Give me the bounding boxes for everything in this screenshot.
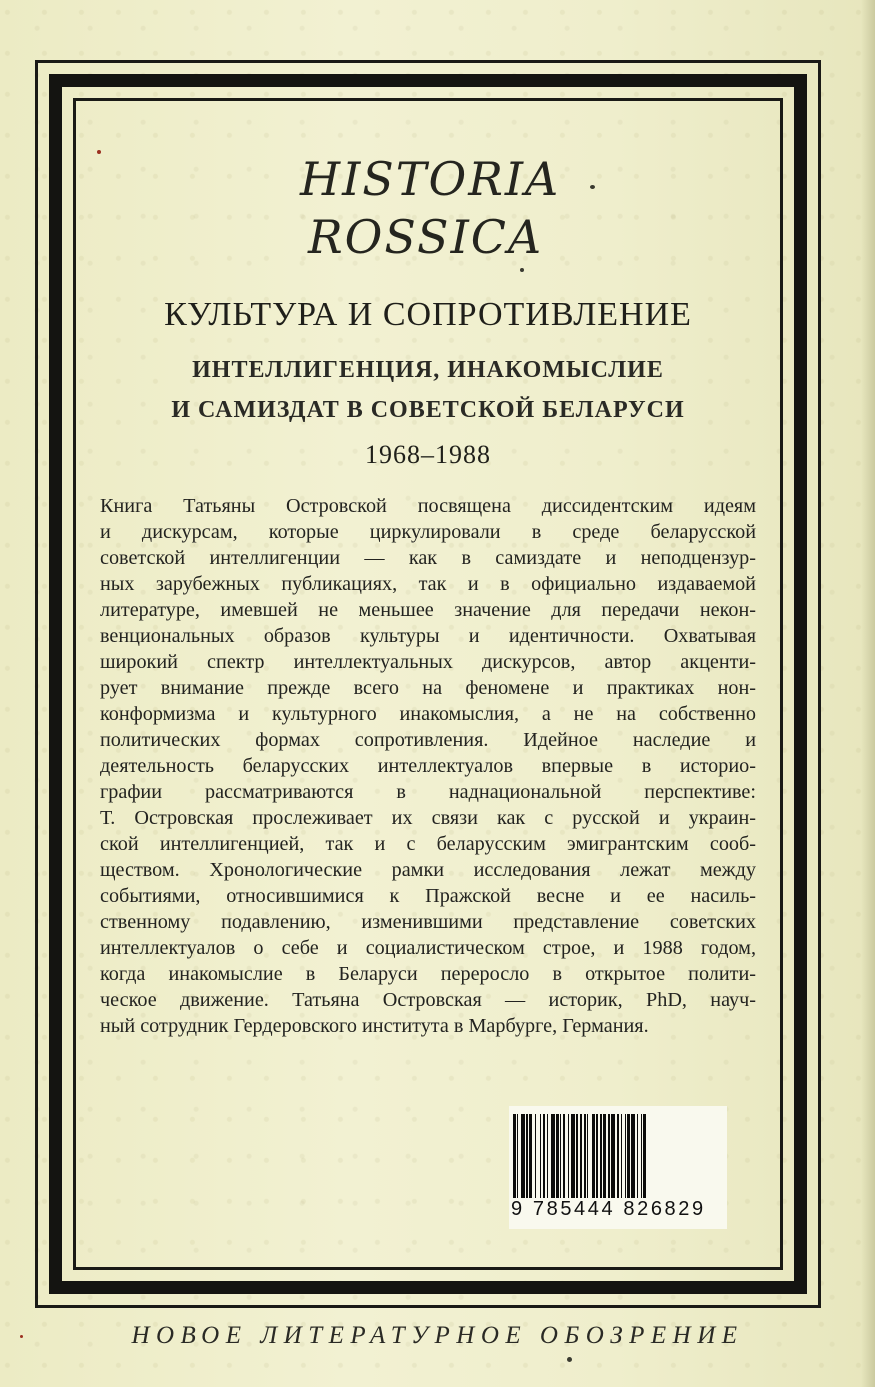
annotation-line: ственному подавлению, изменившими представление советских [100,911,756,933]
paper-speck [567,1357,572,1362]
book-years: 1968–1988 [365,440,491,469]
annotation-line: когда инакомыслие в Беларуси переросло в открытое полити- [100,963,756,985]
annotation-line: интеллектуалов о себе и социалистическом строе, и 1988 годом, [100,937,756,959]
barcode-bar [563,1114,566,1198]
barcode-bar [584,1114,585,1198]
barcode-bar [643,1114,646,1198]
barcode-bar [543,1114,546,1198]
barcode-bar [571,1114,575,1198]
paper-speck [97,150,101,154]
annotation-line: ской интеллигенцией, так и с беларусским эмигрантским сооб- [100,833,756,855]
annotation-line: конформизма и культурного инакомыслия, а не на собственно [100,703,756,725]
barcode-bar [625,1114,626,1198]
isbn-number: 9 785444 826829 [511,1198,706,1220]
barcode-bar [568,1114,569,1198]
annotation-text [100,493,756,1039]
annotation-line: венциональных образов культуры и идентичности. Охватывая [100,625,756,647]
barcode-bar [540,1114,541,1198]
barcode-bar [535,1114,536,1198]
barcode-bar [521,1114,525,1198]
annotation-line: широкий спектр интеллектуальных дискурсов, автор акценти- [100,651,756,673]
annotation-line: событиями, относившимися к Пражской весне и ее насиль- [100,885,756,907]
barcode-bar [556,1114,559,1198]
barcode-bar [576,1114,577,1198]
annotation-line: и дискурсам, которые циркулировали в среде беларусской [100,521,756,543]
cover-spine-edge [861,0,875,1387]
annotation-line: ных зарубежных публикациях, так и в официально издаваемой [100,573,756,595]
publisher-name: НОВОЕ ЛИТЕРАТУРНОЕ ОБОЗРЕНИЕ [131,1322,744,1349]
barcode-bar [621,1114,622,1198]
annotation-line: ный сотрудник Гердеровского института в Марбурге, Германия. [100,1015,649,1037]
series-title [300,150,570,266]
series-title-line-2: ROSSICA [308,210,544,264]
annotation-line: политических формах сопротивления. Идейное наследие и [100,729,756,751]
book-subtitle-line-2: И САМИЗДАТ В СОВЕТСКОЙ БЕЛАРУСИ [171,397,685,423]
annotation-line: деятельность беларусских интеллектуалов впервые в историо- [100,755,756,777]
annotation-line: ществом. Хронологические рамки исследования лежат между [100,859,756,881]
annotation-line: литературе, имевшей не меньшее значение для передачи некон- [100,599,756,621]
barcode-bar [627,1114,630,1198]
annotation-line: ческое движение. Татьяна Островская — историк, PhD, науч- [100,989,756,1011]
annotation-line: рует внимание прежде всего на феномене и практиках нон- [100,677,756,699]
paper-speck [20,1335,23,1338]
barcode-bar [580,1114,581,1198]
barcode-bar [637,1114,638,1198]
paper-speck [520,268,524,272]
paper-speck [590,185,595,189]
barcode-bar [513,1114,516,1198]
annotation-line: графии рассматриваются в наднациональной перспективе: [100,781,756,803]
barcode-bar [560,1114,561,1198]
barcode-bar [617,1114,620,1198]
barcode-bar [529,1114,532,1198]
annotation-line: советской интеллигенции — как в самиздате и неподцензур- [100,547,756,569]
barcode-bar [596,1114,597,1198]
series-title-line-1: HISTORIA [300,152,561,206]
barcode-bar [526,1114,527,1198]
annotation-line: Т. Островская прослеживает их связи как с русской и украин- [100,807,756,829]
barcode-bar [603,1114,606,1198]
barcode-bar [587,1114,588,1198]
barcode-bar [611,1114,615,1198]
barcode-bar [547,1114,548,1198]
barcode-bar [551,1114,555,1198]
barcode-bars [513,1114,723,1198]
barcode-bar [592,1114,595,1198]
annotation-line: Книга Татьяны Островской посвящена диссидентским идеям [100,495,756,517]
barcode-bar [517,1114,518,1198]
barcode-bar [608,1114,609,1198]
book-title: КУЛЬТУРА И СОПРОТИВЛЕНИЕ [164,296,692,333]
book-subtitle-line-1: ИНТЕЛЛИГЕНЦИЯ, ИНАКОМЫСЛИЕ [192,357,664,383]
isbn-barcode [509,1106,727,1229]
barcode-bar [641,1114,642,1198]
barcode-bar [600,1114,601,1198]
barcode-bar [631,1114,635,1198]
